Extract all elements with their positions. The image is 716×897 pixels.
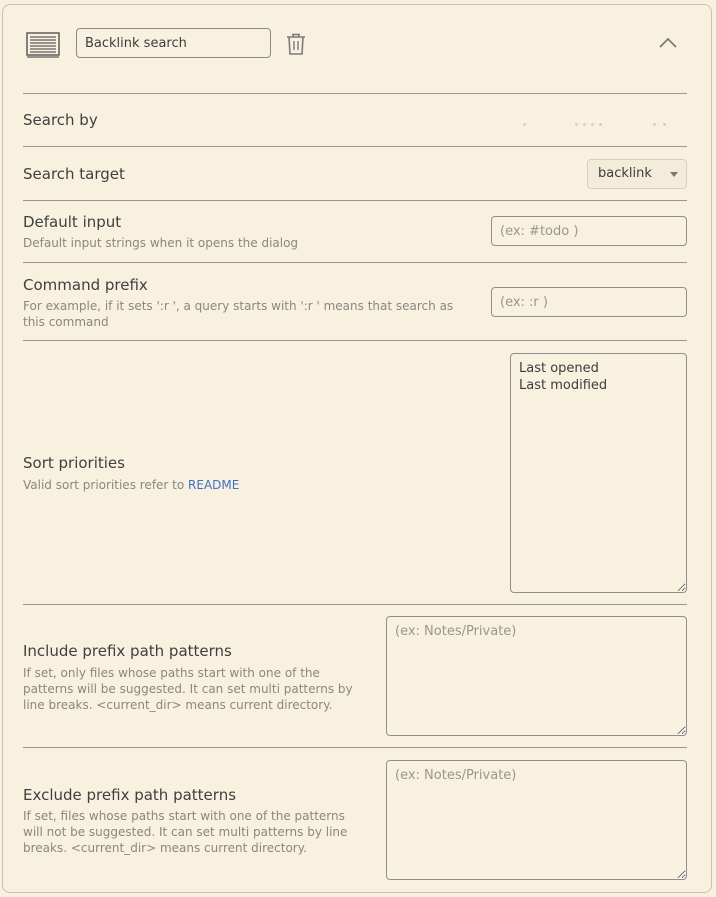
default-input-field[interactable]	[491, 216, 687, 246]
search-command-card	[2, 4, 712, 893]
command-prefix-description: For example, if it sets ':r ', a query starts with ':r ' means that search as this command	[23, 299, 454, 329]
exclude-prefix-label: Exclude prefix path patterns	[23, 786, 237, 804]
default-input-label: Default input	[23, 213, 122, 231]
divider	[23, 262, 687, 263]
divider	[23, 200, 687, 201]
sort-priorities-description-text: Valid sort priorities refer to	[23, 478, 189, 492]
sort-priorities-description	[23, 477, 463, 493]
divider	[23, 93, 687, 94]
search-target-value: backlink	[598, 166, 652, 181]
command-name-input[interactable]	[76, 28, 271, 58]
exclude-prefix-textarea[interactable]	[386, 760, 687, 880]
search-by-options[interactable]	[513, 117, 688, 133]
dropdown-caret-icon	[670, 172, 678, 177]
divider	[23, 747, 687, 748]
drag-handle-icon[interactable]	[26, 32, 60, 58]
sort-priorities-textarea[interactable]	[510, 353, 687, 593]
include-prefix-label: Include prefix path patterns	[23, 642, 232, 660]
command-prefix-field[interactable]	[491, 287, 687, 317]
search-target-select[interactable]	[587, 159, 687, 189]
divider	[23, 604, 687, 605]
default-input-description: Default input strings when it opens the dialog	[23, 236, 299, 250]
include-prefix-description: If set, only files whose paths start with one of the patterns will be suggested. It can set multi patterns by line breaks. <current_dir> means current directory.	[23, 666, 353, 712]
search-target-label: Search target	[23, 165, 125, 183]
include-prefix-textarea[interactable]	[386, 616, 687, 736]
card-header	[3, 5, 711, 85]
divider	[23, 146, 687, 147]
search-by-label: Search by	[23, 111, 98, 129]
divider	[23, 340, 687, 341]
exclude-prefix-description: If set, files whose paths start with one of the patterns will not be suggested. It can set multi patterns by line breaks. <current_dir> means current directory.	[23, 809, 348, 855]
readme-link[interactable]: README	[188, 478, 240, 492]
sort-priorities-label: Sort priorities	[23, 454, 125, 472]
chevron-up-icon[interactable]	[657, 35, 679, 51]
trash-icon[interactable]	[285, 32, 307, 56]
command-prefix-label: Command prefix	[23, 276, 148, 294]
